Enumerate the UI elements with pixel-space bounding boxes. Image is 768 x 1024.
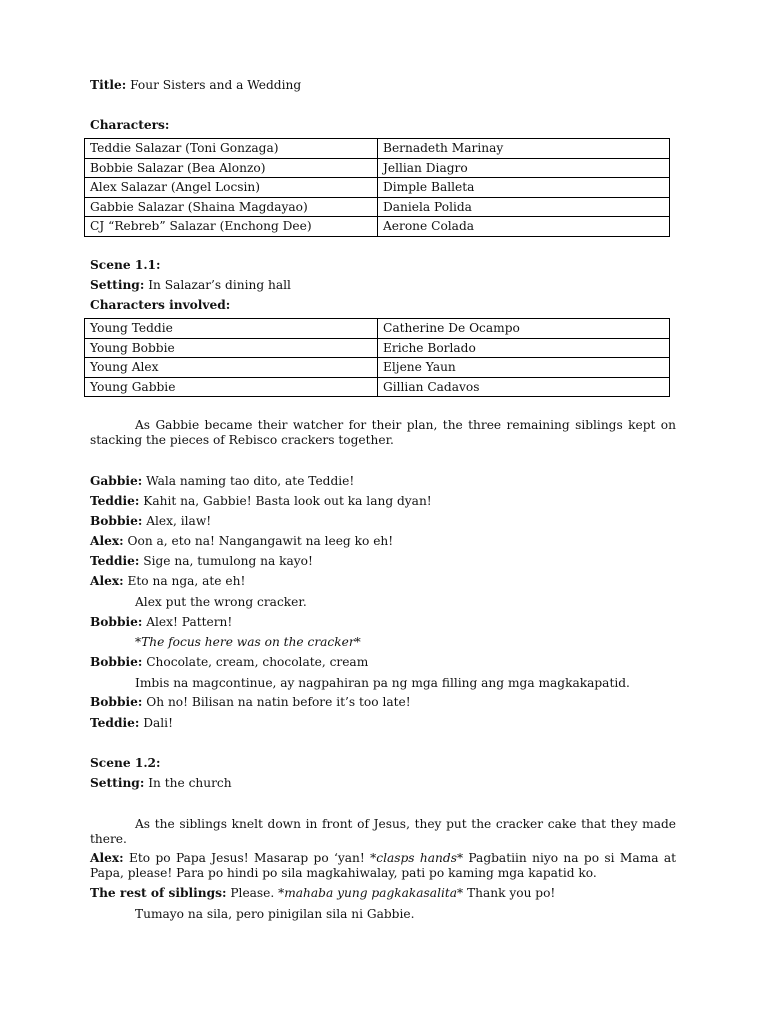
speaker-name: Bobbie: xyxy=(90,655,143,669)
speaker-name: Alex: xyxy=(90,574,124,588)
role-cell: Young Gabbie xyxy=(85,377,378,397)
dialogue-text: Eto po Papa Jesus! Masarap po ‘yan! xyxy=(123,851,371,865)
table-row xyxy=(85,158,670,178)
speaker-name: Bobbie: xyxy=(90,695,143,709)
speaker-name: Bobbie: xyxy=(90,514,143,528)
document-title xyxy=(90,78,676,93)
setting-value: In the church xyxy=(144,776,232,790)
dialogue-line xyxy=(90,534,676,549)
speaker-name: Teddie: xyxy=(90,554,140,568)
characters-involved-heading-text: Characters involved: xyxy=(90,298,231,312)
speaker-name: Alex: xyxy=(90,851,124,865)
title-value: Four Sisters and a Wedding xyxy=(126,78,302,92)
dialogue-text: Eto na nga, ate eh! xyxy=(123,574,246,588)
table-row xyxy=(85,358,670,378)
dialogue-italic-text: *mahaba yung pagkakasalita* xyxy=(278,886,464,900)
characters-involved-heading xyxy=(90,298,676,313)
dialogue-line xyxy=(90,886,676,901)
table-row xyxy=(85,197,670,217)
dialogue-text: Oon a, eto na! Nangangawit na leeg ko eh! xyxy=(123,534,394,548)
table-row xyxy=(85,217,670,237)
characters-involved-table xyxy=(84,318,670,397)
role-cell: CJ “Rebreb” Salazar (Enchong Dee) xyxy=(85,217,378,237)
speaker-name: Alex: xyxy=(90,534,124,548)
dialogue-line xyxy=(90,615,676,630)
dialogue-text: Thank you po! xyxy=(463,886,556,900)
stage-direction: Alex put the wrong cracker. xyxy=(135,595,307,609)
speaker-name: Teddie: xyxy=(90,716,140,730)
dialogue-line xyxy=(90,574,676,589)
speaker-name: Gabbie: xyxy=(90,474,143,488)
actor-cell: Eriche Borlado xyxy=(378,338,670,358)
dialogue-text: Chocolate, cream, chocolate, cream xyxy=(142,655,369,669)
role-cell: Teddie Salazar (Toni Gonzaga) xyxy=(85,139,378,159)
role-cell: Young Alex xyxy=(85,358,378,378)
dialogue-text: Please. xyxy=(226,886,279,900)
dialogue-line xyxy=(90,695,676,710)
scene-1-1-narration: As Gabbie became their watcher for their plan, the three remaining siblings kept on stacking the pieces of Rebisco crackers together. xyxy=(90,418,676,447)
dialogue-line xyxy=(90,716,676,731)
actor-cell: Bernadeth Marinay xyxy=(378,139,670,159)
scene-1-2-heading xyxy=(90,756,676,771)
stage-direction-italic xyxy=(90,635,676,650)
dialogue-text: Wala naming tao dito, ate Teddie! xyxy=(142,474,355,488)
dialogue-text: Alex, ilaw! xyxy=(142,514,212,528)
role-cell: Young Teddie xyxy=(85,319,378,339)
speaker-name: Bobbie: xyxy=(90,615,143,629)
dialogue-line xyxy=(90,514,676,529)
dialogue-line xyxy=(90,494,676,509)
speaker-name: Teddie: xyxy=(90,494,140,508)
dialogue-text: Pagbatiin niyo na po si Mama at Papa, please! Para po hindi po sila magkahiwalay, pati po kaming mga kapatid ko. xyxy=(90,851,676,880)
speaker-name: The rest of siblings: xyxy=(90,886,227,900)
setting-label: Setting: xyxy=(90,776,145,790)
dialogue-text: Oh no! Bilisan na natin before it’s too late! xyxy=(142,695,411,709)
characters-heading-text: Characters: xyxy=(90,118,170,132)
table-row xyxy=(85,139,670,159)
table-row xyxy=(85,319,670,339)
actor-cell: Gillian Cadavos xyxy=(378,377,670,397)
dialogue-text: Alex! Pattern! xyxy=(142,615,233,629)
setting-label: Setting: xyxy=(90,278,145,292)
dialogue-line xyxy=(90,655,676,670)
table-row xyxy=(85,178,670,198)
actor-cell: Daniela Polida xyxy=(378,197,670,217)
dialogue-line xyxy=(90,474,676,489)
scene-1-1-setting xyxy=(90,278,676,293)
setting-value: In Salazar’s dining hall xyxy=(144,278,291,292)
actor-cell: Eljene Yaun xyxy=(378,358,670,378)
scene-1-2-narration: As the siblings knelt down in front of Jesus, they put the cracker cake that they made there. xyxy=(90,817,676,846)
actor-cell: Aerone Colada xyxy=(378,217,670,237)
characters-table xyxy=(84,138,670,237)
actor-cell: Catherine De Ocampo xyxy=(378,319,670,339)
stage-direction-italic-text: *The focus here was on the cracker* xyxy=(135,635,361,649)
scene-1-2-setting xyxy=(90,776,676,791)
scene-1-2-heading-text: Scene 1.2: xyxy=(90,756,161,770)
scene-1-1-heading-text: Scene 1.1: xyxy=(90,258,161,272)
dialogue-text: Sige na, tumulong na kayo! xyxy=(139,554,313,568)
role-cell: Bobbie Salazar (Bea Alonzo) xyxy=(85,158,378,178)
title-label: Title: xyxy=(90,78,127,92)
role-cell: Young Bobbie xyxy=(85,338,378,358)
dialogue-text: Kahit na, Gabbie! Basta look out ka lang dyan! xyxy=(139,494,432,508)
dialogue-text: Dali! xyxy=(139,716,173,730)
stage-direction: Tumayo na sila, pero pinigilan sila ni Gabbie. xyxy=(135,907,415,921)
table-row xyxy=(85,377,670,397)
characters-heading xyxy=(90,118,676,133)
dialogue-italic-text: *clasps hands* xyxy=(370,851,464,865)
role-cell: Gabbie Salazar (Shaina Magdayao) xyxy=(85,197,378,217)
scene-1-1-heading xyxy=(90,258,676,273)
dialogue-line xyxy=(90,554,676,569)
table-row xyxy=(85,338,670,358)
role-cell: Alex Salazar (Angel Locsin) xyxy=(85,178,378,198)
stage-direction: Imbis na magcontinue, ay nagpahiran pa ng mga filling ang mga magkakapatid. xyxy=(135,676,630,690)
dialogue-line xyxy=(90,851,676,881)
actor-cell: Jellian Diagro xyxy=(378,158,670,178)
actor-cell: Dimple Balleta xyxy=(378,178,670,198)
